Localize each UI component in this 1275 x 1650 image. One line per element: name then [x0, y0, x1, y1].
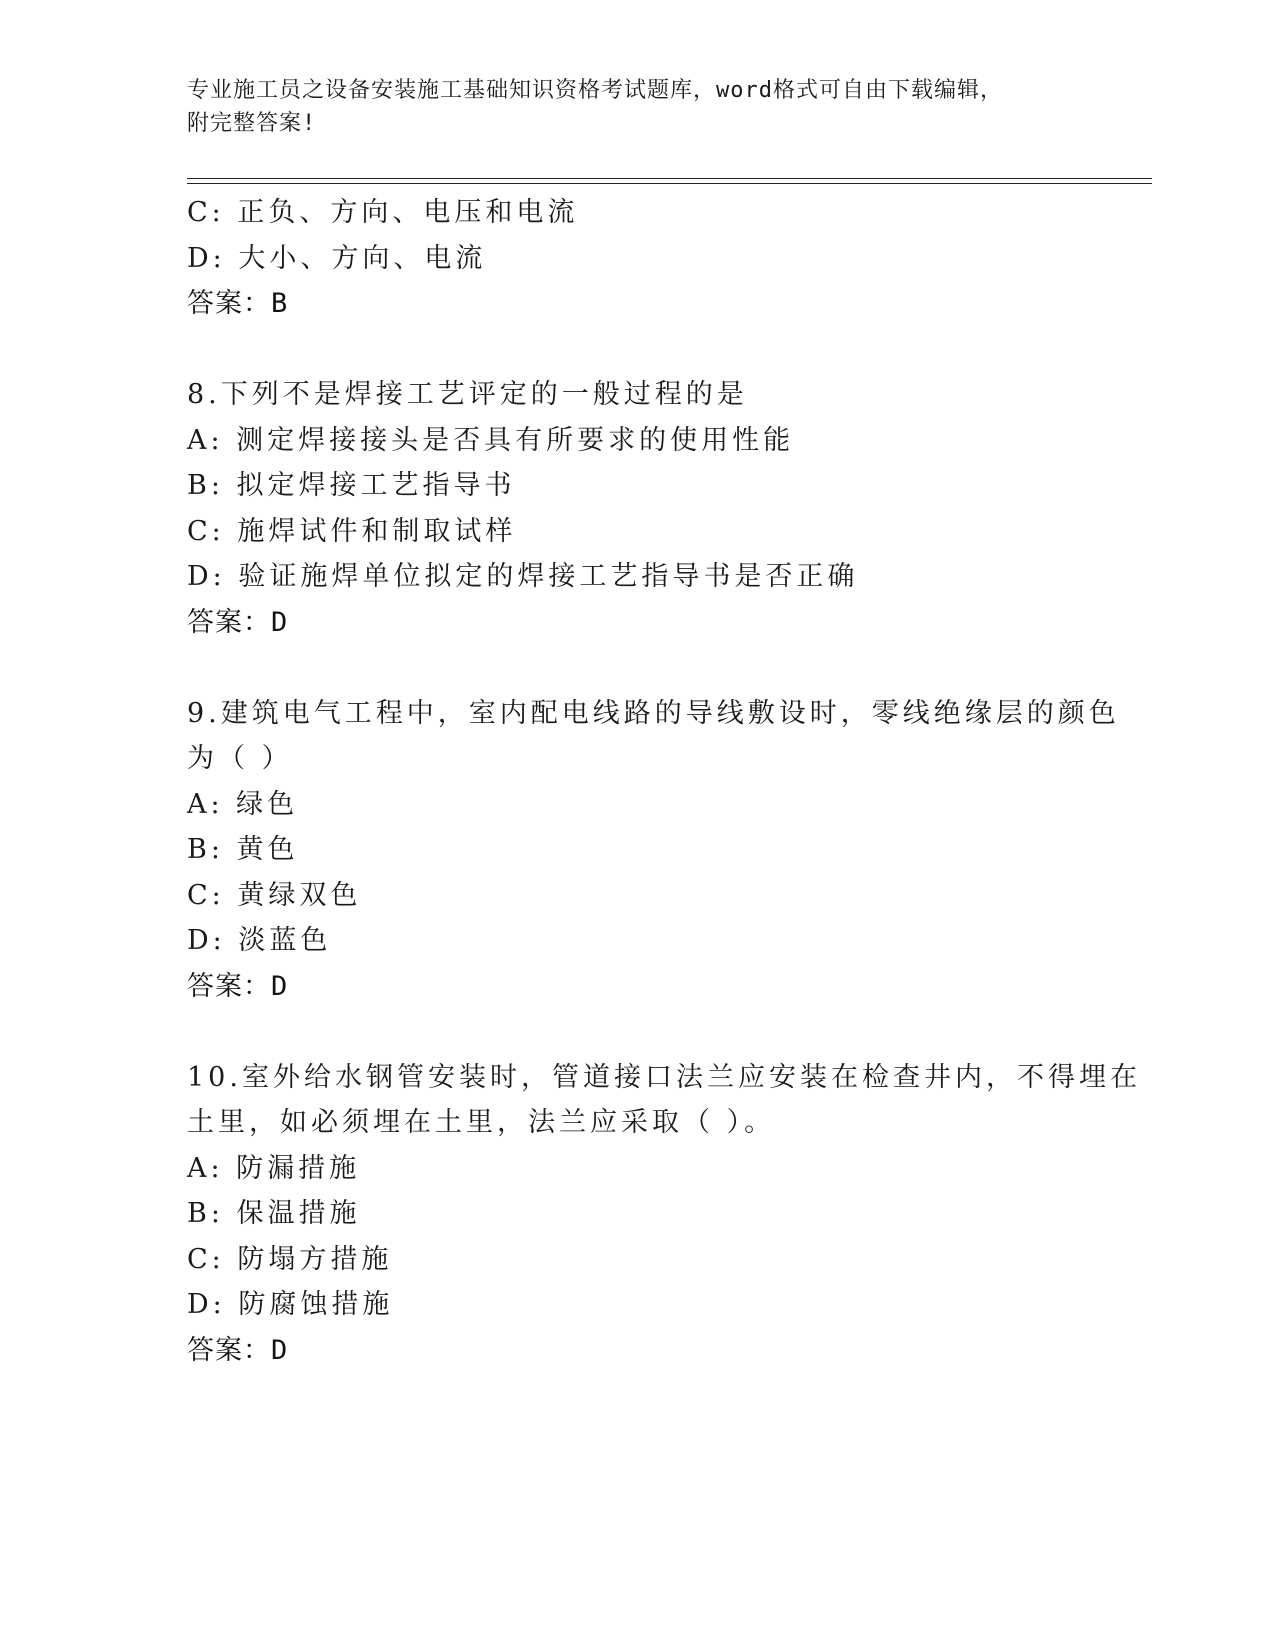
option-b: B: 拟定焊接工艺指导书 [187, 470, 516, 501]
answer [187, 281, 1087, 327]
answer-label: 答案： [187, 606, 271, 638]
header-divider-top [187, 178, 1152, 179]
document-header [187, 74, 1087, 140]
option-b: B: 黄色 [187, 834, 299, 865]
question-stem-line-1: 9.建筑电气工程中，室内配电线路的导线敷设时，零线绝缘层的颜色 [187, 697, 1120, 729]
answer-value: D [271, 970, 289, 1002]
header-line-2: 附完整答案! [187, 111, 317, 136]
spacer [187, 645, 1087, 691]
option-a: A: 绿色 [187, 788, 299, 820]
option-c: C: 防塌方措施 [187, 1243, 393, 1275]
question-10 [187, 1055, 1141, 1374]
header-line-1: 专业施工员之设备安装施工基础知识资格考试题库，word格式可自由下载编辑， [187, 78, 1003, 103]
option-d: D: 大小、方向、电流 [187, 242, 487, 274]
answer [187, 964, 1087, 1010]
question-8 [187, 372, 1087, 645]
option-c: C: 黄绿双色 [187, 879, 362, 911]
answer-value: D [271, 606, 289, 638]
answer-label: 答案： [187, 1334, 271, 1366]
option-a: A: 防漏措施 [187, 1152, 361, 1184]
question-stem: 8.下列不是焊接工艺评定的一般过程的是 [187, 379, 748, 410]
option-d: D: 淡蓝色 [187, 925, 332, 956]
answer-value: D [271, 1334, 289, 1366]
question-list [187, 190, 1141, 1373]
answer-value: B [271, 288, 289, 319]
option-d: D: 防腐蚀措施 [187, 1289, 394, 1320]
answer-label: 答案： [187, 288, 271, 319]
spacer [187, 327, 1087, 373]
answer [187, 1328, 1087, 1374]
option-a: A: 测定焊接接头是否具有所要求的使用性能 [187, 424, 795, 456]
answer-label: 答案： [187, 970, 271, 1002]
option-b: B: 保温措施 [187, 1198, 361, 1229]
answer [187, 600, 1087, 646]
question-9 [187, 691, 1120, 1010]
header-divider-bottom [187, 183, 1152, 184]
option-c: C: 正负、方向、电压和电流 [187, 197, 579, 228]
option-d: D: 验证施焊单位拟定的焊接工艺指导书是否正确 [187, 561, 859, 592]
question-7 [187, 190, 1087, 327]
spacer [187, 1009, 1087, 1055]
question-stem-line-2: 土里，如必须埋在土里，法兰应采取（ ）。 [187, 1107, 776, 1138]
question-stem-line-1: 10.室外给水钢管安装时，管道接口法兰应安装在检查井内，不得埋在 [187, 1061, 1141, 1093]
option-c: C: 施焊试件和制取试样 [187, 515, 517, 547]
question-stem-line-2: 为（ ） [187, 743, 293, 774]
